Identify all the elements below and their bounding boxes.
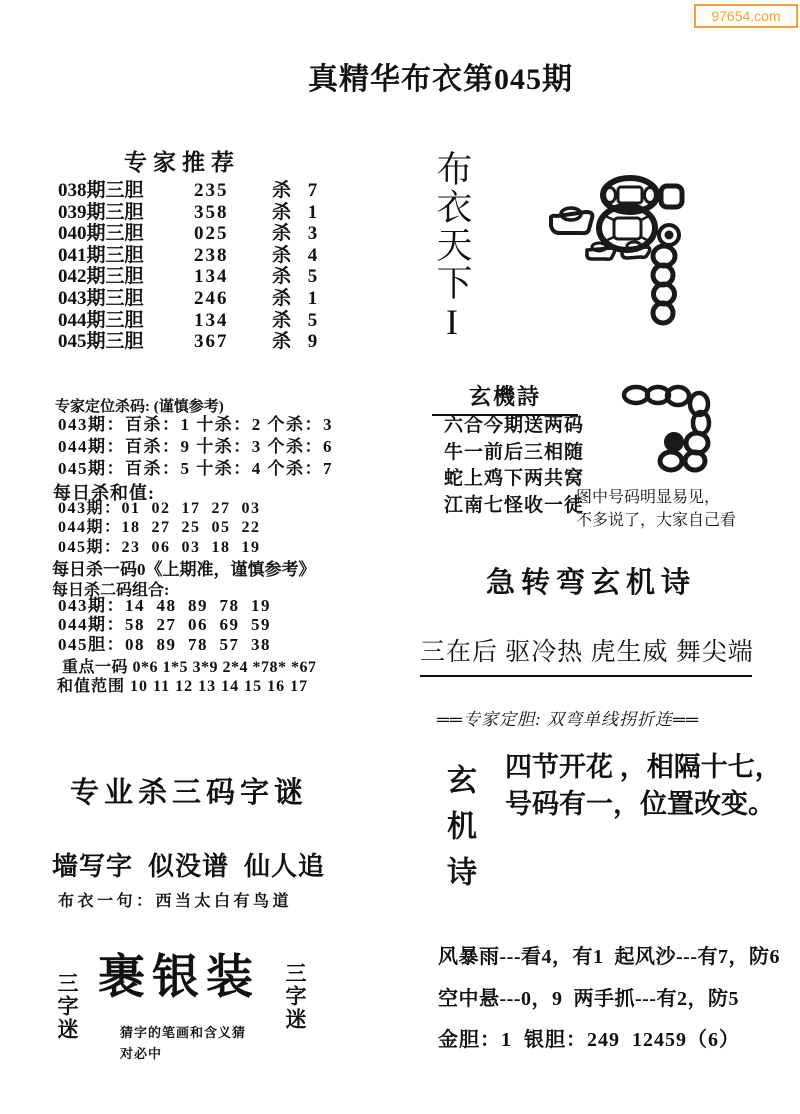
row-kill: 杀 1 — [272, 201, 324, 223]
row-code: 134 — [194, 309, 229, 331]
sharp-turn-heading: 急转弯玄机诗 — [486, 567, 697, 599]
three-char-label-left: 三字迷 — [55, 972, 79, 1041]
list-item: 043期：01 02 17 27 03 — [58, 500, 261, 517]
poem-line: 牛一前后三相随 — [444, 441, 585, 463]
bottom-tip-line3: 金胆：1 银胆：249 12459（6） — [438, 1029, 740, 1051]
position-kill-rows — [58, 414, 333, 480]
list-item: 044期：百杀：9 十杀：3 个杀：6 — [58, 437, 333, 456]
note-line: 对必中 — [120, 1046, 163, 1061]
expert-dan-text — [505, 749, 782, 823]
row-kill: 杀 1 — [272, 287, 324, 309]
dan-line: 号码有一，位置改变。 — [505, 789, 775, 819]
row-kill: 杀 9 — [272, 331, 324, 353]
list-item: 045期：百杀：5 十杀：4 个杀：7 — [58, 459, 333, 478]
row-period: 043期三胆 — [58, 287, 144, 309]
row-code: 358 — [194, 201, 229, 223]
sharp-turn-line: 三在后 驱冷热 虎生威 舞尖端 — [420, 632, 752, 677]
buyi-tianxia-title: 布衣天下I — [432, 150, 472, 344]
table-row — [58, 245, 323, 267]
table-row — [58, 223, 323, 245]
row-code: 246 — [194, 287, 229, 309]
row-period: 044期三胆 — [58, 309, 144, 331]
watermark-badge — [694, 4, 798, 28]
table-row — [58, 331, 323, 353]
table-row — [58, 288, 323, 310]
list-item: 044期：18 27 25 05 22 — [58, 519, 261, 537]
expert-recommend-heading: 专家推荐 — [124, 150, 240, 175]
expert-dan-banner: ══专家定胆: 双弯单线拐折连══ — [437, 710, 700, 729]
row-period: 042期三胆 — [58, 266, 144, 288]
note-line: 图中号码明显易见， — [576, 489, 721, 506]
riddle-line: 墙写字 似没谱 仙人追 — [52, 852, 326, 881]
list-item: 043期：百杀：1 十杀：2 个杀：3 — [58, 415, 333, 434]
row-code: 235 — [194, 180, 229, 201]
xuanji-poem-heading: 玄機詩 — [432, 380, 578, 416]
table-row — [58, 310, 323, 332]
xuanji-poem-lines — [444, 413, 584, 519]
coins-and-ingots-sketch-icon — [530, 160, 780, 350]
key-one-code-line: 重点一码 0*6 1*5 3*9 2*4 *78* *67 — [62, 659, 317, 676]
note-line: 不多说了，大家自己看 — [576, 512, 737, 529]
row-period: 041期三胆 — [58, 244, 144, 266]
table-row — [58, 202, 323, 224]
riddle-heading: 专业杀三码字谜 — [70, 777, 309, 809]
sum-range-line: 和值范围 10 11 12 13 14 15 16 17 — [57, 678, 309, 695]
list-item: 044期：58 27 06 69 59 — [58, 615, 271, 635]
bottom-tip-line2: 空中悬---0，9 两手抓---有2，防5 — [438, 988, 739, 1010]
row-kill: 杀 5 — [272, 309, 324, 331]
daily-kill-one-line: 每日杀一码0《上期准，谨慎参考》 — [52, 560, 316, 579]
three-char-note — [120, 1022, 246, 1064]
row-code: 238 — [194, 244, 229, 266]
bottom-tip-line1: 风暴雨---看4，有1 起风沙---有7，防6 — [438, 946, 780, 968]
row-period: 045期三胆 — [58, 331, 144, 353]
expert-recommend-table — [58, 180, 323, 353]
riddle-buyi-line: 布衣一句：西当太白有鸟道 — [58, 893, 293, 910]
row-period: 038期三胆 — [58, 180, 144, 201]
row-kill: 杀 3 — [272, 223, 324, 245]
daily-kill-sum-heading: 每日杀和值: — [53, 483, 155, 503]
dan-line: 四节开花 ，相隔十七， — [505, 752, 782, 782]
row-code: 134 — [194, 266, 229, 288]
table-row — [58, 266, 323, 288]
row-kill: 杀 5 — [272, 266, 324, 288]
position-kill-heading: 专家定位杀码: (谨慎参考) — [55, 399, 224, 415]
row-period: 039期三胆 — [58, 201, 144, 223]
daily-kill-two-rows — [58, 596, 271, 654]
note-line: 猜字的笔画和含义猜 — [120, 1025, 247, 1040]
row-code: 367 — [194, 331, 229, 353]
daily-kill-two-heading: 每日杀二码组合: — [52, 582, 170, 599]
list-item: 045胆：08 89 78 57 38 — [58, 634, 271, 654]
daily-kill-sum-rows — [58, 499, 261, 557]
poem-line: 六合今期送两码 — [444, 415, 585, 436]
watermark-text: 97654.com — [711, 8, 781, 24]
three-char-label-right: 三字迷 — [283, 962, 307, 1031]
list-item: 045期：23 06 03 18 19 — [58, 538, 261, 556]
list-item: 043期：14 48 89 78 19 — [58, 596, 271, 615]
beads-note — [576, 486, 736, 532]
row-kill: 杀 7 — [272, 180, 324, 201]
row-kill: 杀 4 — [272, 244, 324, 266]
poem-line: 江南七怪收一徒 — [444, 494, 585, 516]
row-period: 040期三胆 — [58, 223, 144, 245]
table-row — [58, 180, 323, 202]
expert-dan-vertical-title: 玄机诗 — [442, 764, 475, 902]
three-char-answer: 裹银装 — [98, 952, 260, 1004]
poem-line: 蛇上鸡下两共窝 — [444, 468, 585, 489]
row-code: 025 — [194, 223, 229, 245]
bead-chain-seven-sketch-icon — [602, 376, 777, 501]
page-title: 真精华布衣第045期 — [308, 63, 573, 96]
